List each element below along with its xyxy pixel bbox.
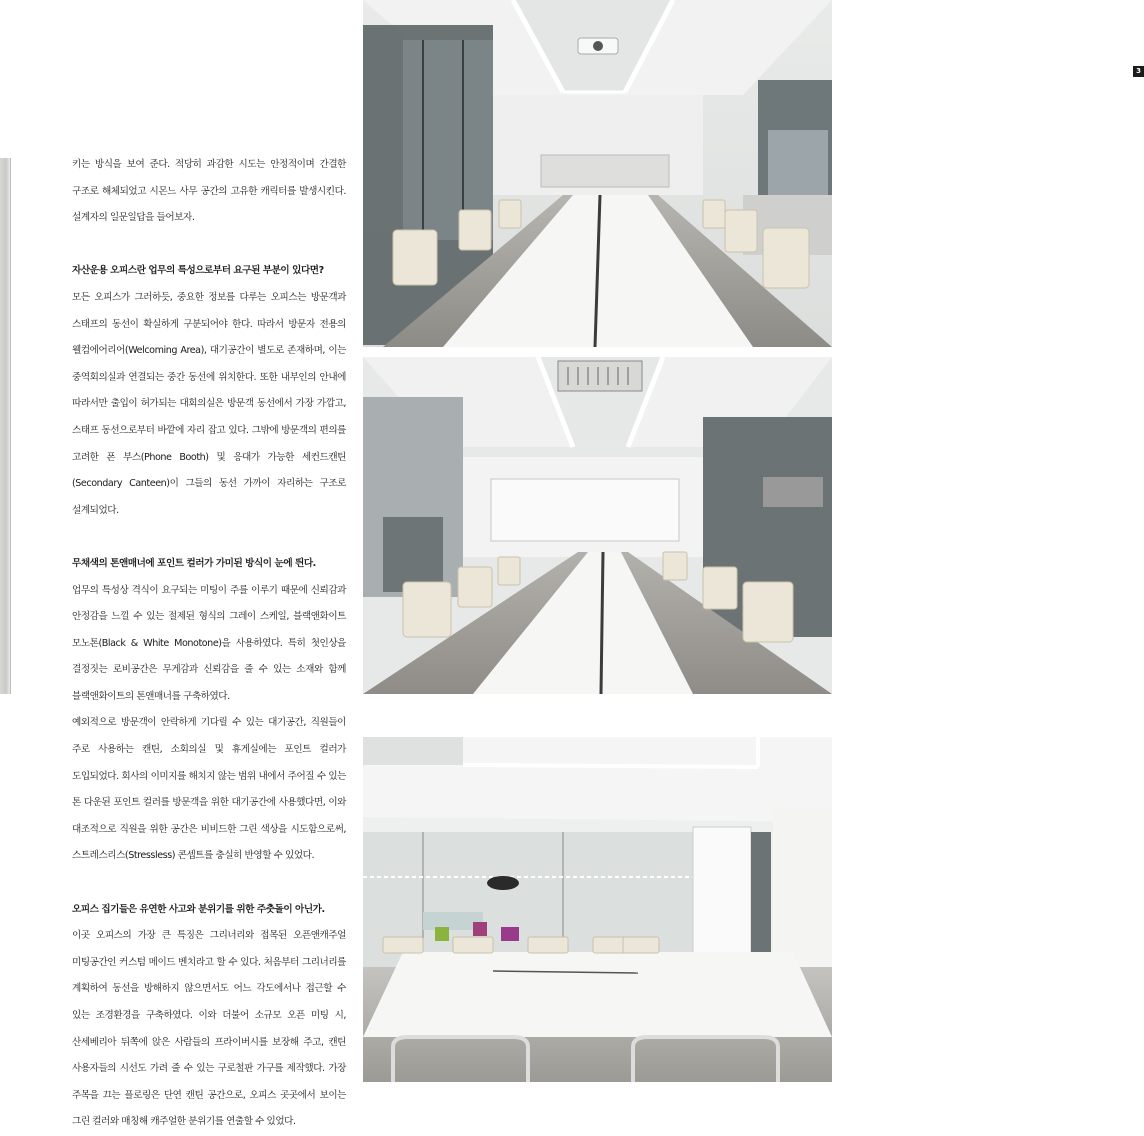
adjacent-page-photo-edge — [0, 158, 11, 694]
photo-conference-room-canteen — [363, 737, 832, 1082]
page-number-badge: 3 — [1133, 66, 1144, 77]
photo-conference-room-projector — [363, 0, 1141, 347]
section-heading: 오피스 집기들은 유연한 사고와 분위기를 위한 주춧돌이 아닌가. — [72, 903, 325, 915]
photo-conference-room-ac — [363, 357, 832, 694]
section-paragraph: 모든 오피스가 그러하듯, 중요한 정보를 다루는 오피스는 방문객과 스태프의 동선이 확실하게 구분되어야 한다. 따라서 방문자 전용의 웰컴에어리어(Welcoming Area), 대기공간이 별도로 존재하며, 이는 중역회의실과 연결되는 중간 동선에 위치한다. 또한 내부인의 안내에 따라서만 출입이 허가되는 대회의실은 방문객 동선에서 가장 가깝고, 스태프 동선으로부터 바깥에 자리 잡고 있다. 그밖에 방문객의 편의를 고려한 폰 부스(Phone Booth) 및 응대가 가능한 세컨드캔틴(Secondary Canteen)이 그들의 동선 가까이 자리하는 구조로 설계되었다. — [72, 291, 346, 516]
section-paragraph: 이곳 오피스의 가장 큰 특징은 그리너리와 접목된 오픈앤캐주얼 미팅공간인 커스텀 메이드 벤치라고 할 수 있다. 처음부터 그리너리를 계획하여 동선을 방해하지 않으면서도 어느 각도에서나 접근할 수 있는 조경환경을 구축하였다. 이와 더불어 소규모 오픈 미팅 시, 산세베리아 뒤쪽에 앉은 사람들의 프라이버시를 보장해 주고, 캔틴 사용자들의 시선도 가려 줄 수 있는 구로철판 가구를 제작했다. 가장 주목을 끄는 플로링은 단연 캔틴 공간으로, 오피스 곳곳에서 보이는 그린 컬러와 매칭해 캐주얼한 분위기를 연출할 수 있었다. — [72, 930, 346, 1128]
section-heading: 무채색의 톤앤매너에 포인트 컬러가 가미된 방식이 눈에 띈다. — [72, 557, 316, 569]
qa-section-2 — [72, 551, 346, 711]
article-intro: 키는 방식을 보여 준다. 적당히 과감한 시도는 안정적이며 간결한 구조로 해체되었고 시몬느 사무 공간의 고유한 캐릭터를 발생시킨다. 설계자의 일문일답을 들어보자. — [72, 159, 346, 224]
section-paragraph: 예외적으로 방문객이 안락하게 기다릴 수 있는 대기공간, 직원들이 주로 사용하는 캔틴, 소회의실 및 휴게실에는 포인트 컬러가 도입되었다. 회사의 이미지를 해치지 않는 범위 내에서 주어질 수 있는 톤 다운된 포인트 컬러를 방문객을 위한 대기공간에 사용했다면, 이와 대조적으로 직원을 위한 공간은 비비드한 그린 색상을 시도함으로써, 스트레스리스(Stressless) 콘셉트를 충실히 반영할 수 있었다. — [72, 717, 346, 862]
qa-section-3 — [72, 897, 346, 1136]
qa-section-1 — [72, 258, 346, 524]
section-heading: 자산운용 오피스란 업무의 특성으로부터 요구된 부분이 있다면? — [72, 265, 324, 277]
article-body — [72, 152, 346, 1136]
section-paragraph: 업무의 특성상 격식이 요구되는 미팅이 주를 이루기 때문에 신뢰감과 안정감을 느낄 수 있는 절제된 형식의 그레이 스케일, 블랙앤화이트 모노톤(Black & White Monotone)을 사용하였다. 특히 첫인상을 결정짓는 로비공간은 무게감과 신뢰감을 줄 수 있는 소재와 함께 블랙앤화이트의 톤앤매너를 구축하였다. — [72, 584, 346, 702]
